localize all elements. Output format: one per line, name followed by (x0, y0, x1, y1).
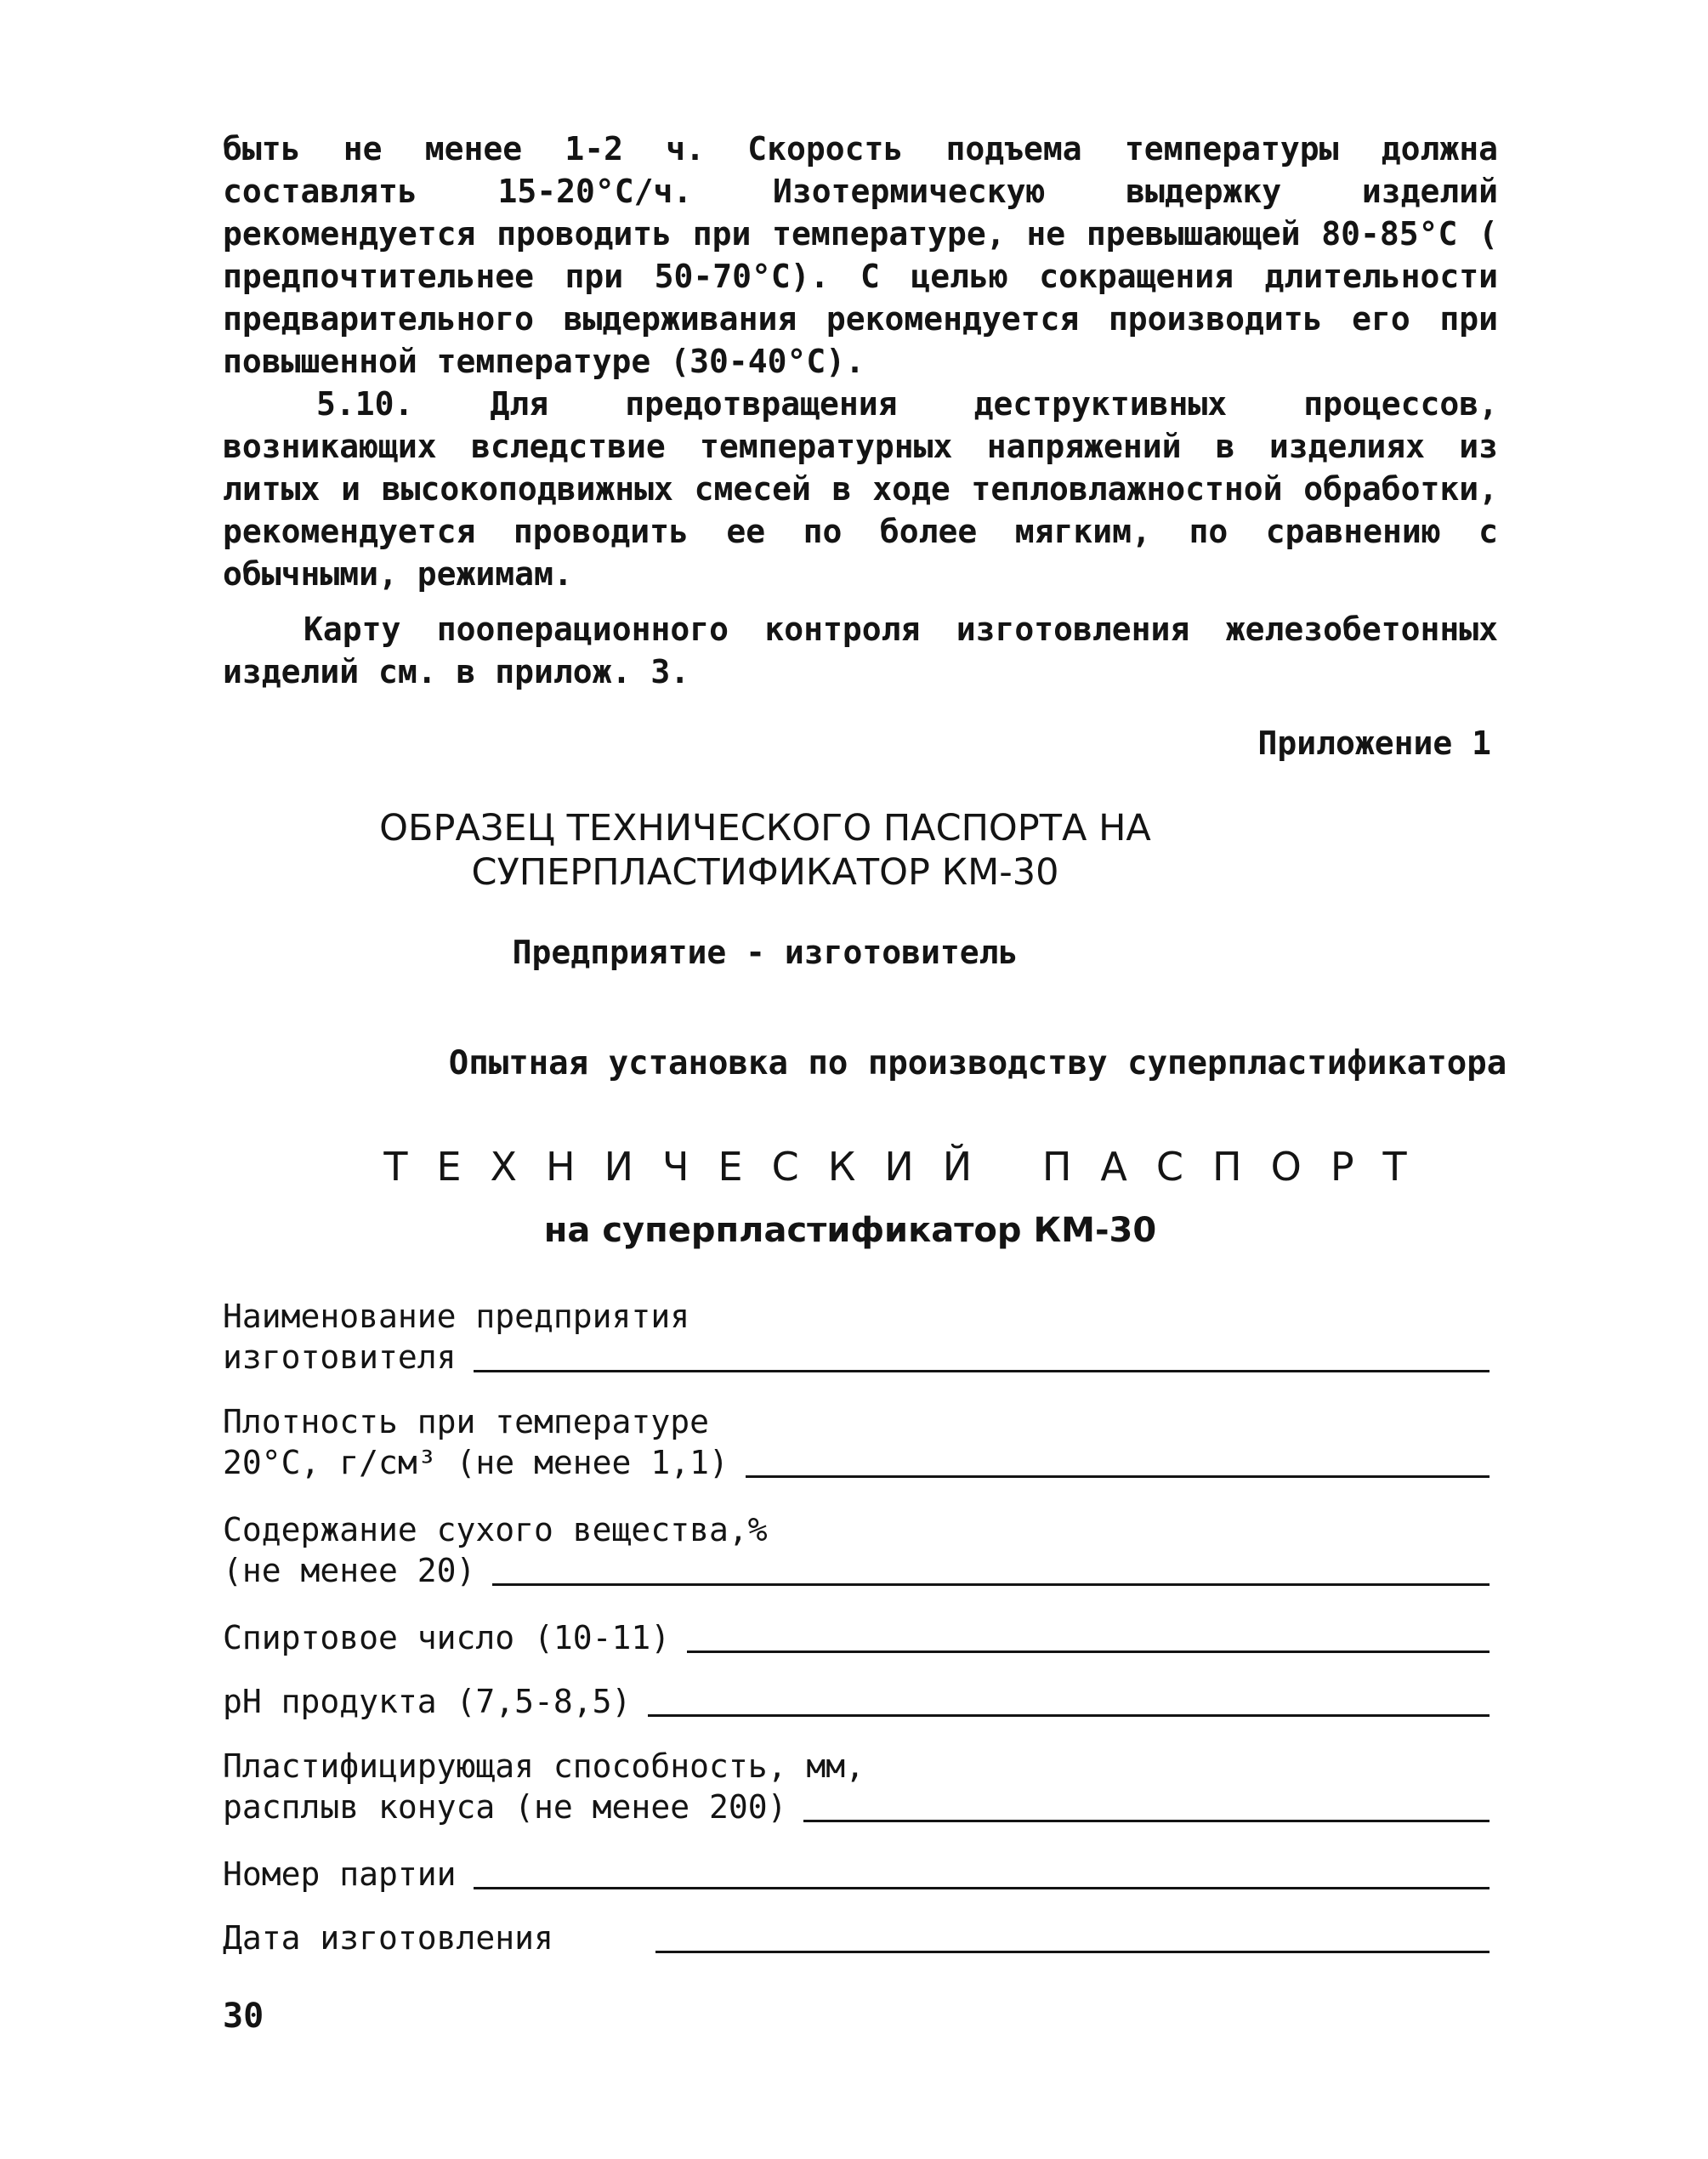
sample-title (281, 806, 1250, 895)
fill-in-line[interactable] (648, 1714, 1490, 1717)
sample-title-line-2: СУПЕРПЛАСТИФИКАТОР КМ-30 (471, 851, 1059, 894)
body-paragraph-1: быть не менее 1-2 ч. Скорость подъема температуры должна составлять 15-20°С/ч. Изотермическую выдержку изделий рекомендуется проводить при температуре, не превышающей 80-85°С ( предпочтительнее при 50-70°С). С целью сокращения длительности предварительного выдерживания рекомендуется производить его при повышенной температуре (30-40°С). (223, 130, 1498, 380)
fill-in-line[interactable] (474, 1370, 1490, 1372)
form-field-label: 20°С, г/см³ (не менее 1,1) (223, 1444, 729, 1481)
form-field-manufacturer (223, 1296, 1490, 1378)
body-paragraph-3: Карту пооперационного контроля изготовления железобетонных изделий см. в прилож. 3. (223, 611, 1498, 690)
form-field-label: Наименование предприятия (223, 1298, 690, 1335)
form-field-label: Спиртовое число (10-11) (223, 1619, 671, 1656)
form-field-density (223, 1401, 1490, 1483)
form-field-label: Пластифицирующая способность, мм, (223, 1747, 865, 1785)
sample-title-line-1: ОБРАЗЕЦ ТЕХНИЧЕСКОГО ПАСПОРТА НА (379, 807, 1151, 849)
fill-in-line[interactable] (687, 1650, 1490, 1653)
form-field-batch-number (223, 1854, 1490, 1895)
form-field-ph (223, 1681, 1490, 1722)
body-paragraph-2: 5.10. Для предотвращения деструктивных процессов, возникающих вследствие температурных напряжений в изделиях из литых и высокоподвижных смесей в ходе тепловлажностной обработки, рекомендуется проводить ее по более мягким, по сравнению с обычными, режимам. (223, 385, 1498, 593)
form-field-manufacture-date (223, 1918, 1490, 1958)
form-field-label: Дата изготовления (223, 1919, 553, 1957)
fill-in-line[interactable] (492, 1583, 1490, 1586)
form-field-label: Содержание сухого вещества,% (223, 1511, 768, 1548)
fill-in-line[interactable] (746, 1475, 1490, 1478)
page-number: 30 (223, 1997, 264, 2036)
appendix-label: Приложение 1 (1257, 724, 1491, 762)
form-field-dry-matter (223, 1509, 1490, 1591)
manufacturer-name: Опытная установка по производству суперпластификатора (448, 1044, 1507, 1082)
passport-title: ТЕХНИЧЕСКИЙ ПАСПОРТ (383, 1144, 1436, 1190)
form-field-alcohol-number (223, 1617, 1490, 1658)
form-field-label: расплыв конуса (не менее 200) (223, 1788, 787, 1826)
form-field-plasticizing (223, 1746, 1490, 1827)
passport-subtitle: на суперпластификатор КМ-30 (543, 1211, 1157, 1250)
fill-in-line[interactable] (803, 1820, 1490, 1822)
manufacturer-label: Предприятие - изготовитель (512, 934, 1019, 971)
fill-in-line[interactable] (474, 1887, 1490, 1889)
form-field-label: Плотность при температуре (223, 1403, 709, 1440)
fill-in-line[interactable] (655, 1951, 1490, 1953)
form-field-label: Номер партии (223, 1855, 457, 1893)
form-field-label: (не менее 20) (223, 1552, 476, 1589)
form-field-label: изготовителя (223, 1338, 457, 1376)
form-field-label: pH продукта (7,5-8,5) (223, 1683, 632, 1720)
